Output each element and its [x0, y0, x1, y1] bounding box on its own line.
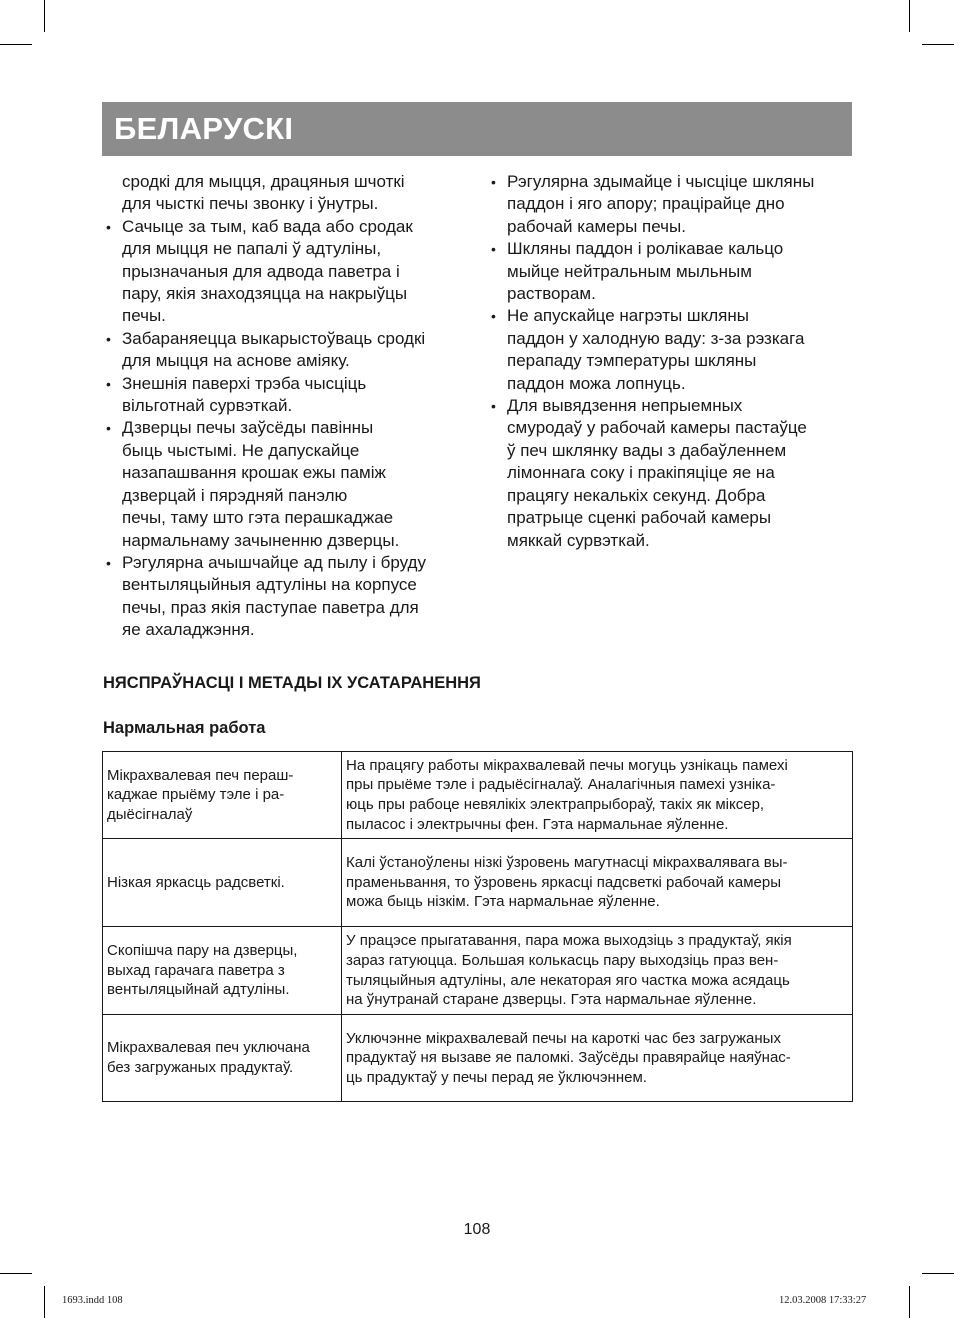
- crop-mark: [44, 1286, 45, 1318]
- text-line: лімоннага соку і пракіпяціце яе на: [507, 463, 775, 483]
- problem-cell: Мікрахвалевая печ пераш- каджае прыёму тэле і ра- дыёсігналаў: [103, 752, 342, 839]
- table-row: [103, 839, 853, 927]
- text-line: вентыляцыйныя адтуліны на корпусе: [122, 575, 417, 595]
- crop-mark: [909, 1286, 910, 1318]
- crop-mark: [44, 0, 45, 32]
- bullet-item: [488, 395, 854, 552]
- text-line: печы, таму што гэта перашкаджае: [122, 508, 394, 528]
- table-row: [103, 927, 853, 1015]
- text-line: для чысткі печы звонку і ўнутры.: [122, 194, 379, 214]
- explanation-cell: Калі ўстаноўлены нізкі ўзровень магутнасці мікрахвалявага вы- праменьвання, то ўзровень яркасці падсветкі рабочай камеры можа быць нізкім. Гэта нармальнае яўленне.: [342, 839, 853, 927]
- text-line: пратрыце сценкі рабочай камеры: [507, 508, 772, 528]
- text-line: ў печ шклянку вады з дабаўленнем: [507, 440, 787, 460]
- text-line: Не апускайце нагрэты шкляны: [507, 306, 749, 326]
- text-line: Знешнія паверхі трэба чысціць: [122, 373, 367, 393]
- text-line: Для вывядзення непрыемных: [507, 396, 743, 416]
- problem-cell: Скопішча пару на дзверцы, выхад гарачага паветра з вентыляцыйнай адтуліны.: [103, 927, 342, 1015]
- crop-mark: [922, 1273, 954, 1274]
- crop-mark: [922, 44, 954, 45]
- sub-heading: Нармальная работа: [103, 719, 266, 737]
- text-line: вільготнай сурвэткай.: [122, 396, 293, 416]
- language-title: БЕЛАРУСКІ: [114, 111, 294, 146]
- bullet-icon: •: [491, 241, 496, 258]
- left-text-column: [103, 171, 468, 642]
- bullet-icon: •: [491, 308, 496, 325]
- text-line: паддон і яго апору; працірайце дно: [507, 194, 785, 214]
- text-line: нармальнаму зачыненню дзверцы.: [122, 530, 400, 550]
- crop-mark: [909, 0, 910, 32]
- text-line: Сачыце за тым, каб вада або сродак: [122, 216, 413, 236]
- text-line: для мыцця на аснове аміяку.: [122, 351, 350, 371]
- text-line: пару, якія знаходзяцца на накрыўцы: [122, 284, 408, 304]
- bullet-icon: •: [491, 174, 496, 190]
- text-line: яе ахаладжэння.: [122, 620, 255, 640]
- text-line: быць чыстымі. Не дапускайце: [122, 440, 360, 460]
- text-line: Рэгулярна здымайце і чысціце шкляны: [507, 172, 815, 191]
- bullet-item: [488, 171, 854, 238]
- right-text-column: [488, 171, 854, 552]
- text-line: печы.: [122, 306, 166, 326]
- bullet-item: [103, 417, 468, 551]
- text-line: працягу некалькіх секунд. Добра: [507, 485, 766, 505]
- text-line: мыйце нейтральным мыльным: [507, 261, 752, 281]
- text-line: Шкляны паддон і ролікавае кальцо: [507, 239, 784, 259]
- text-line: растворам.: [507, 284, 596, 304]
- explanation-cell: У працэсе прыгатавання, пара можа выходзіць з прадуктаў, якія зараз гатуюцца. Большая колькасць пару выходзіць праз вен- тыляцыйныя адтуліны, але некаторая яго частка можа асядаць на ўнутранай старане дзверцы. Гэта нармальнае яўленне.: [342, 927, 853, 1015]
- text-line: перападу тэмпературы шкляны: [507, 351, 757, 371]
- text-line: паддон можа лопнуць.: [507, 373, 686, 393]
- text-line: прызначаныя для адвода паветра і: [122, 261, 400, 281]
- bullet-icon: •: [106, 218, 111, 235]
- text-line: назапашвання крошак ежы паміж: [122, 463, 386, 483]
- bullet-item: [488, 305, 854, 395]
- page-number: 108: [463, 1221, 491, 1238]
- crop-mark: [0, 44, 32, 45]
- bullet-icon: •: [106, 420, 111, 437]
- language-header-band: [102, 102, 852, 156]
- explanation-cell: На працягу работы мікрахвалевай печы могуць узнікаць памехі пры прыёме тэле і радыёсігналаў. Аналагічныя памехі узніка- юць пры рабоце невялікіх электрапрыбораў, такіх як міксер, пыласос і электрычны фен. Гэта нармальнае яўленне.: [342, 752, 853, 839]
- bullet-icon: •: [106, 375, 111, 392]
- text-line: сродкі для мыцця, драцяныя шчоткі: [122, 172, 405, 191]
- paragraph: [103, 171, 468, 216]
- text-line: Дзверцы печы заўсёды павінны: [122, 418, 374, 438]
- table-row: [103, 752, 853, 839]
- bullet-item: [103, 552, 468, 642]
- slug-datetime: 12.03.2008 17:33:27: [779, 1295, 867, 1306]
- text-line: дзверцай і пярэдняй панэлю: [122, 485, 348, 505]
- text-line: Забараняецца выкарыстоўваць сродкі: [122, 328, 426, 348]
- problem-cell: Мікрахвалевая печ уключана без загружаных прадуктаў.: [103, 1015, 342, 1102]
- section-heading: НЯСПРАЎНАСЦІ І МЕТАДЫ ІХ УСАТАРАНЕННЯ: [103, 674, 481, 692]
- problem-cell: Нізкая яркасць радсветкі.: [103, 839, 342, 927]
- text-line: для мыцця не папалі ў адтуліны,: [122, 239, 382, 259]
- table-row: [103, 1015, 853, 1102]
- bullet-item: [103, 373, 468, 418]
- crop-mark: [0, 1273, 32, 1274]
- bullet-icon: •: [106, 554, 111, 571]
- bullet-icon: •: [491, 398, 496, 415]
- bullet-icon: •: [106, 330, 111, 347]
- slug-filename: 1693.indd 108: [62, 1295, 123, 1306]
- bullet-item: [103, 216, 468, 328]
- text-line: Рэгулярна ачышчайце ад пылу і бруду: [122, 552, 426, 572]
- text-line: смуродаў у рабочай камеры пастаўце: [507, 418, 807, 438]
- bullet-item: [488, 238, 854, 305]
- text-line: рабочай камеры печы.: [507, 216, 686, 236]
- text-line: паддон у халодную ваду: з-за рэзкага: [507, 328, 805, 348]
- troubleshooting-table: [102, 751, 853, 1102]
- text-line: мяккай сурвэткай.: [507, 530, 650, 550]
- text-line: печы, праз якія паступае паветра для: [122, 597, 419, 617]
- bullet-item: [103, 328, 468, 373]
- explanation-cell: Уключэнне мікрахвалевай печы на кароткі час без загружаных прадуктаў ня вызаве яе паломкі. Заўсёды правярайце наяўнас- ць прадуктаў у печы перад яе ўключэннем.: [342, 1015, 853, 1102]
